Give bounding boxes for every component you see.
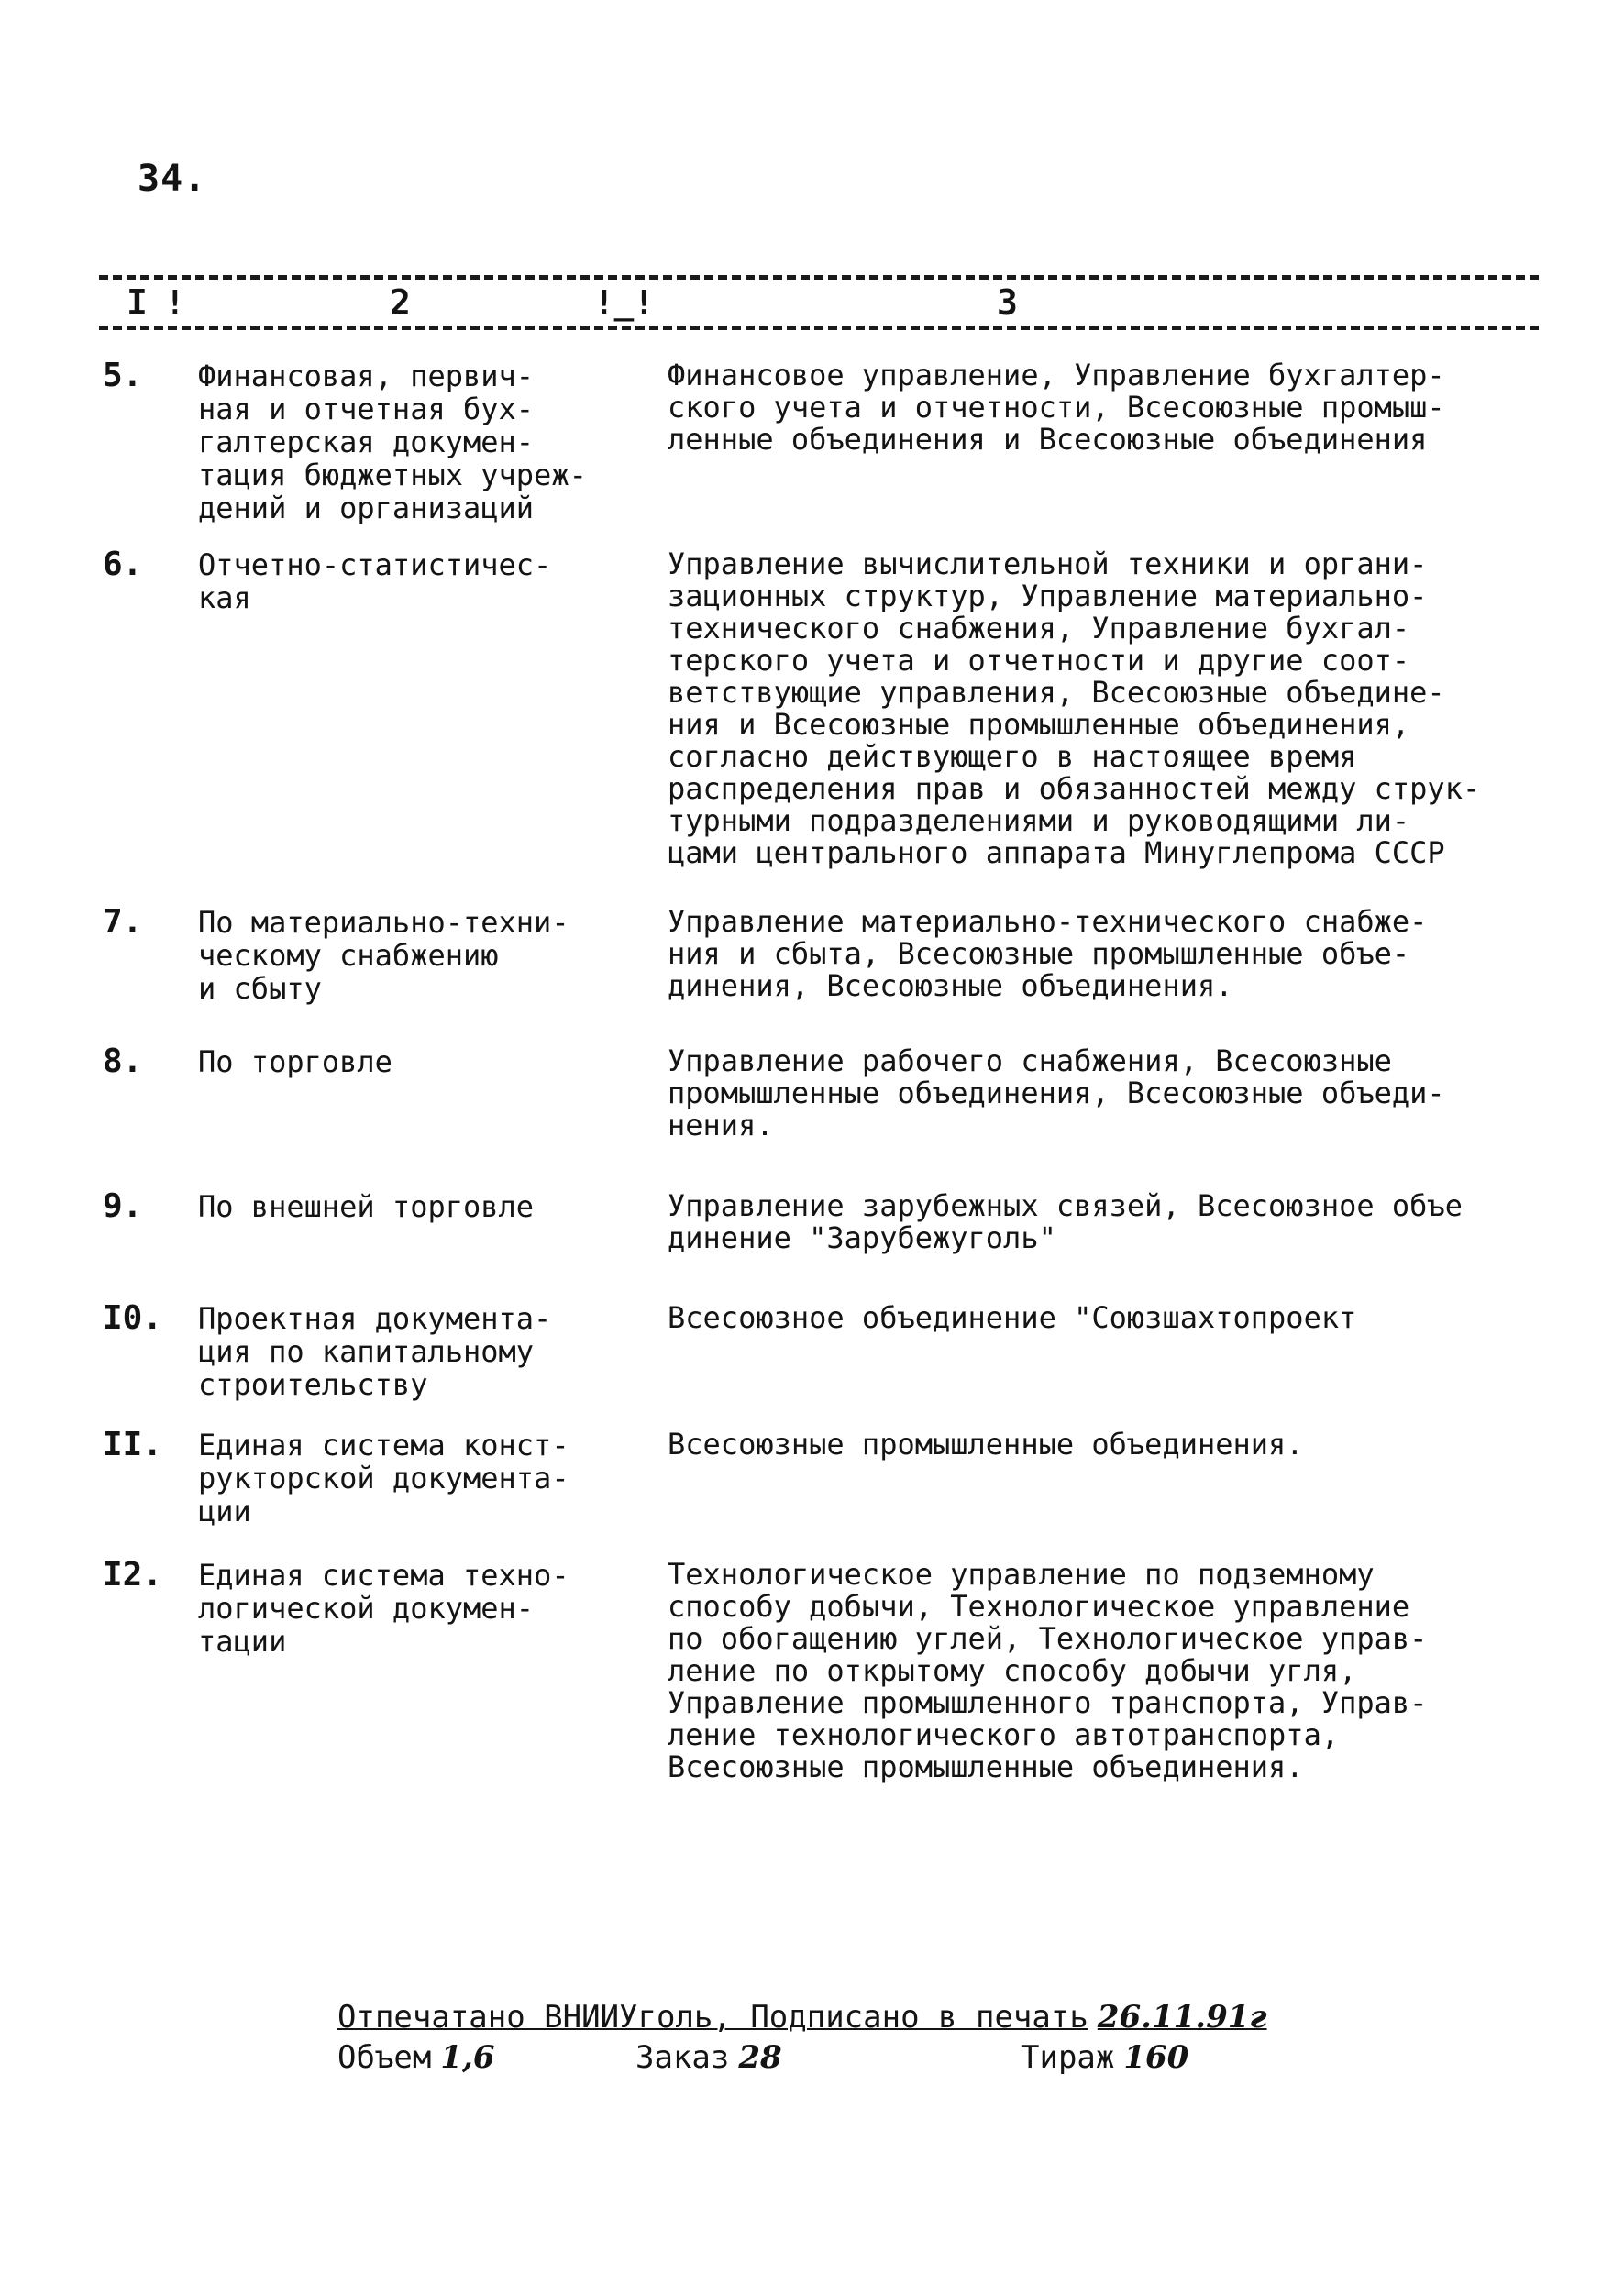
column-header-1: I (127, 282, 148, 323)
imprint-run-value: 160 (1123, 2039, 1189, 2076)
column-separator: !_! (594, 284, 655, 322)
column-header-2: 2 (390, 282, 411, 323)
documentation-type: По материально-техни- ческому снабжению и сбыту (198, 905, 569, 1006)
imprint-line2 (337, 2037, 1267, 2083)
imprint (337, 1997, 1267, 2083)
row-number: 9. (103, 1187, 143, 1225)
imprint-volume-label: Объем (337, 2039, 432, 2076)
table-header-rule-top (99, 275, 1539, 280)
documentation-type: По торговле (198, 1044, 392, 1079)
column-header-3: 3 (997, 282, 1018, 323)
imprint-signed-date: 26.11.91г (1097, 1999, 1267, 2036)
documentation-type: По внешней торговле (198, 1189, 535, 1224)
row-number: 6. (103, 546, 143, 583)
imprint-order-value: 28 (738, 2039, 782, 2076)
row-number: 7. (103, 903, 143, 941)
imprint-printer-text: Отпечатано ВНИИУголь, Подписано в печать (337, 1999, 1088, 2036)
responsible-organization: Управление рабочего снабжения, Всесоюзные промышленные объединения, Всесоюзные объеди- нения. (668, 1043, 1445, 1142)
imprint-order (635, 2037, 782, 2078)
imprint-line1 (337, 1997, 1267, 2037)
imprint-order-label: Заказ (635, 2039, 730, 2076)
documentation-type: Финансовая, первич- ная и отчетная бух- галтерская докумен- тация бюджетных учреж- дений и организаций (198, 359, 587, 525)
table-header-rule-bottom (99, 326, 1539, 330)
page-number: 34. (138, 158, 207, 200)
row-number: I0. (103, 1299, 163, 1337)
row-number: II. (103, 1426, 163, 1463)
row-number: I2. (103, 1556, 163, 1594)
responsible-organization: Финансовое управление, Управление бухгалтер- ского учета и отчетности, Всесоюзные промыш- ленные объединения и Всесоюзные объединения (668, 358, 1445, 457)
responsible-organization: Управление вычислительной техники и органи- зационных структур, Управление материально- технического снабжения, Управление бухгал- терского учета и отчетности и другие соот- ветствующие управления, Всесоюзные объедине- ния и Всесоюзные промышленные объединения, согласно действующего в настоящее время распределения прав и обязанностей между струк- турными подразделениями и руководящими ли- цами центрального аппарата Минуглепрома СССР (668, 546, 1481, 870)
responsible-organization: Всесоюзные промышленные объединения. (668, 1427, 1304, 1462)
imprint-volume-value: 1,6 (440, 2039, 495, 2076)
documentation-type: Отчетно-статистичес- кая (198, 547, 552, 615)
responsible-organization: Управление материально-технического снабже- ния и сбыта, Всесоюзные промышленные объе- динения, Всесоюзные объединения. (668, 904, 1428, 1003)
responsible-organization: Технологическое управление по подземному способу добычи, Технологическое управление по обогащению углей, Технологическое управ- ление по открытому способу добычи угля, Управление промышленного транспорта, Управ- ление технологического автотранспорта, Всесоюзные промышленные объединения. (668, 1557, 1428, 1784)
imprint-run-label: Тираж (1021, 2039, 1115, 2076)
responsible-organization: Всесоюзное объединение "Союзшахтопроект (668, 1300, 1357, 1335)
documentation-type: Единая система конст- рукторской документа- ции (198, 1428, 569, 1528)
documentation-type: Единая система техно- логической докумен- тации (198, 1558, 569, 1659)
documentation-type: Проектная документа- ция по капитальному строительству (198, 1301, 552, 1402)
imprint-volume (337, 2037, 495, 2078)
row-number: 8. (103, 1043, 143, 1080)
column-separator: ! (165, 284, 185, 322)
responsible-organization: Управление зарубежных связей, Всесоюзное объе динение "Зарубежуголь" (668, 1188, 1463, 1255)
imprint-run (1021, 2037, 1188, 2078)
row-number: 5. (103, 357, 143, 394)
